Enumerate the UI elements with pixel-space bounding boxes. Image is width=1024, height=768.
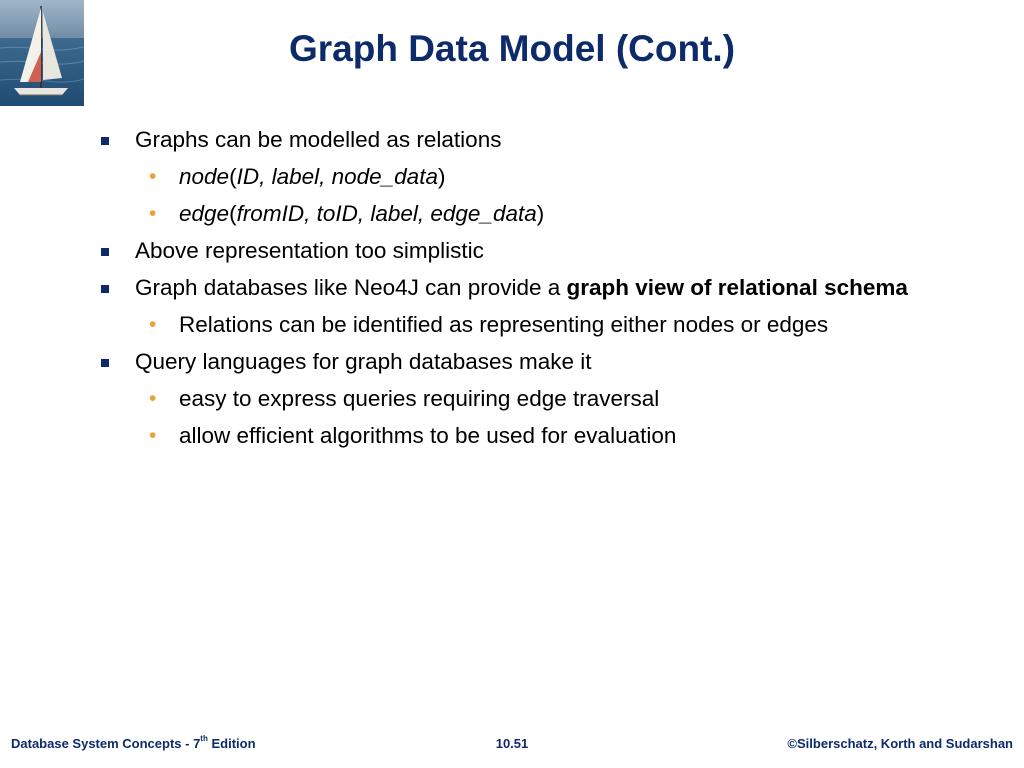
- footer-edition-word: Edition: [207, 736, 256, 751]
- relation-attributes: fromID, toID, label, edge_data: [236, 201, 537, 226]
- bullet-text: Graphs can be modelled as relations: [135, 127, 502, 152]
- relation-name: edge: [179, 201, 230, 226]
- bullet-text: Above representation too simplistic: [135, 238, 484, 263]
- open-paren: (: [229, 164, 237, 189]
- footer-copyright: ©Silberschatz, Korth and Sudarshan: [787, 736, 1013, 751]
- footer-edition-sup: th: [200, 734, 208, 743]
- bullet-item: [96, 126, 996, 154]
- bullet-text: easy to express queries requiring edge traversal: [179, 386, 660, 411]
- dot-bullet-icon: •: [149, 202, 157, 225]
- bullet-list: [96, 126, 996, 459]
- bullet-text: Graph databases like Neo4J can provide a: [135, 275, 567, 300]
- slide-footer: [0, 728, 1024, 768]
- close-paren: ): [536, 201, 545, 226]
- open-paren: (: [229, 201, 237, 226]
- square-bullet-icon: [101, 137, 109, 145]
- square-bullet-icon: [101, 248, 109, 256]
- sub-bullet-item: [96, 200, 996, 228]
- sub-bullet-item: [96, 422, 996, 450]
- slide-title: Graph Data Model (Cont.): [288, 28, 736, 69]
- dot-bullet-icon: •: [149, 387, 157, 410]
- sub-bullet-item: [96, 385, 996, 413]
- sub-bullet-item: [96, 163, 996, 191]
- relation-name: node: [179, 164, 230, 189]
- square-bullet-icon: [101, 359, 109, 367]
- footer-book-name: Database System Concepts - 7: [11, 736, 201, 751]
- square-bullet-icon: [101, 285, 109, 293]
- dot-bullet-icon: •: [149, 165, 157, 188]
- sub-bullet-item: [96, 311, 996, 339]
- bullet-text: allow efficient algorithms to be used for evaluation: [179, 423, 677, 448]
- bullet-text: Query languages for graph databases make it: [135, 349, 592, 374]
- bullet-item: [96, 237, 996, 265]
- dot-bullet-icon: •: [149, 313, 157, 336]
- slide-number: 10.51: [495, 736, 529, 751]
- bullet-bold-text: graph view of relational schema: [566, 275, 908, 300]
- dot-bullet-icon: •: [149, 424, 157, 447]
- bullet-item: [96, 274, 996, 302]
- bullet-item: [96, 348, 996, 376]
- bullet-text: Relations can be identified as representing either nodes or edges: [179, 312, 829, 337]
- close-paren: ): [437, 164, 446, 189]
- relation-attributes: ID, label, node_data: [236, 164, 438, 189]
